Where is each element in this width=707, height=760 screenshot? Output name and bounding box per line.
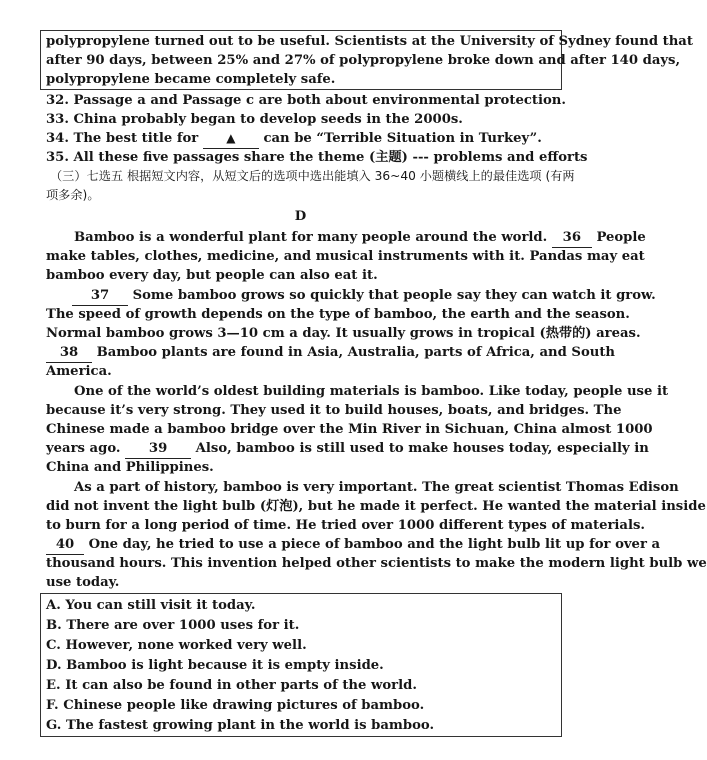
p2-line-1	[72, 286, 656, 306]
section-instruction-line-1: （三）七选五 根据短文内容，从短文后的选项中选出能填入 36~40 小题横线上的最佳选项 (有两	[50, 169, 575, 183]
p2-line-4	[46, 343, 615, 363]
statement-32: 32. Passage a and Passage c are both about environmental protection.	[46, 93, 566, 108]
p1-line-1	[74, 228, 646, 248]
passage-label: D	[294, 209, 307, 224]
option-d: D. Bamboo is light because it is empty inside.	[46, 658, 384, 673]
blank-38: 38	[46, 343, 92, 363]
p1-line-2: make tables, clothes, medicine, and musical instruments with it. Pandas may eat	[46, 249, 645, 264]
p2-line-5: America.	[46, 364, 112, 379]
p2-line-3: Normal bamboo grows 3—10 cm a day. It usually grows in tropical (热带的) areas.	[46, 326, 641, 341]
option-g: G. The fastest growing plant in the world is bamboo.	[46, 718, 435, 733]
statement-34-head: 34. The best title for	[46, 131, 199, 146]
p3-line-4-tail: Also, bamboo is still used to make houses today, especially in	[195, 441, 649, 456]
p2-line-4-text: Bamboo plants are found in Asia, Australia, parts of Africa, and South	[96, 345, 616, 360]
blank-39: 39	[125, 439, 191, 459]
p4-line-2: did not invent the light bulb (灯泡), but he made it perfect. He wanted the material inside	[46, 499, 706, 514]
option-f: F. Chinese people like drawing pictures of bamboo.	[46, 698, 425, 713]
blank-40: 40	[46, 535, 84, 555]
statement-34	[46, 129, 542, 149]
p4-line-1: As a part of history, bamboo is very important. The great scientist Thomas Edison	[74, 480, 679, 495]
p3-line-4-text: years ago.	[46, 441, 121, 456]
p2-line-2: The speed of growth depends on the type of bamboo, the earth and the season.	[46, 307, 630, 322]
statement-34-blank: ▲	[203, 129, 259, 149]
option-c: C. However, none worked very well.	[46, 638, 307, 653]
previous-passage-line-3: polypropylene became completely safe.	[46, 72, 336, 87]
p3-line-1: One of the world’s oldest building materials is bamboo. Like today, people use it	[74, 384, 669, 399]
p4-line-4-text: One day, he tried to use a piece of bamboo and the light bulb lit up for over a	[88, 537, 661, 552]
option-a: A. You can still visit it today.	[46, 598, 256, 613]
p4-line-3: to burn for a long period of time. He tried over 1000 different types of materials.	[46, 518, 646, 533]
previous-passage-line-2: after 90 days, between 25% and 27% of polypropylene broke down and after 140 days,	[46, 53, 681, 68]
p1-line-3: bamboo every day, but people can also eat it.	[46, 268, 378, 283]
section-instruction-line-2: 项多余)。	[46, 188, 100, 202]
p3-line-3: Chinese made a bamboo bridge over the Min River in Sichuan, China almost 1000	[46, 422, 653, 437]
p4-line-5: thousand hours. This invention helped other scientists to make the modern light bulb we	[46, 556, 707, 571]
p3-line-4	[46, 439, 649, 459]
blank-37: 37	[72, 286, 128, 306]
option-b: B. There are over 1000 uses for it.	[46, 618, 300, 633]
p3-line-5: China and Philippines.	[46, 460, 214, 475]
p4-line-4	[46, 535, 660, 555]
blank-36: 36	[552, 228, 592, 248]
previous-passage-line-1: polypropylene turned out to be useful. Scientists at the University of Sydney found that	[46, 34, 693, 49]
p2-line-1-text: Some bamboo grows so quickly that people say they can watch it grow.	[132, 288, 656, 303]
p4-line-6: use today.	[46, 575, 120, 590]
p1-line-1-tail: People	[596, 230, 646, 245]
p3-line-2: because it’s very strong. They used it to build houses, boats, and bridges. The	[46, 403, 622, 418]
statement-34-tail: can be “Terrible Situation in Turkey”.	[263, 131, 542, 146]
statement-35: 35. All these five passages share the theme (主题) --- problems and efforts	[46, 150, 588, 165]
statement-33: 33. China probably began to develop seeds in the 2000s.	[46, 112, 463, 127]
option-e: E. It can also be found in other parts of the world.	[46, 678, 417, 693]
p1-line-1-text: Bamboo is a wonderful plant for many people around the world.	[74, 230, 548, 245]
